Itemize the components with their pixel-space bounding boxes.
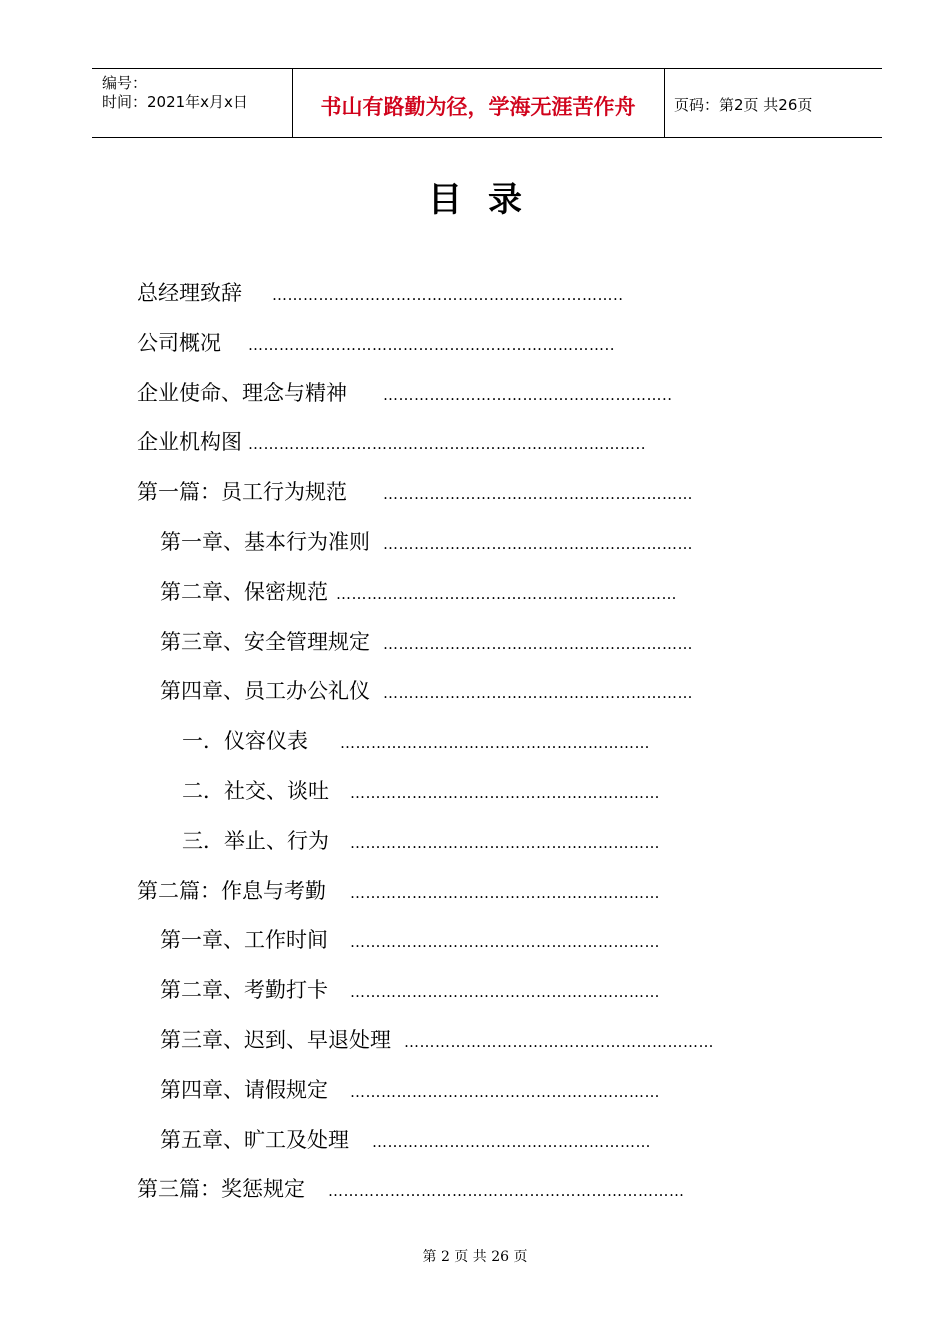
toc-entry[interactable] xyxy=(160,1023,800,1057)
toc-entry[interactable] xyxy=(137,475,800,509)
toc-entry-label: 第二章、考勤打卡 xyxy=(160,978,328,1003)
header-right-cell xyxy=(664,69,882,137)
header-motto-cell xyxy=(292,69,665,137)
toc-entry[interactable] xyxy=(160,973,800,1007)
toc-entry-label: 第一篇：员工行为规范 xyxy=(137,480,347,505)
time-label: 时间：2021年x月x日 xyxy=(102,93,248,111)
toc-dot-leader: …………………………………………………… xyxy=(404,1033,714,1051)
toc-entry[interactable] xyxy=(182,724,800,758)
toc-entry[interactable] xyxy=(160,575,800,609)
toc-entry-label: 第三篇：奖惩规定 xyxy=(137,1177,305,1202)
toc-entry-label: 第一章、基本行为准则 xyxy=(160,530,370,554)
toc-entry[interactable] xyxy=(137,376,800,410)
toc-dot-leader: …………………………………………………… xyxy=(350,883,660,902)
toc-entry-label: 一．仪容仪表 xyxy=(182,729,308,754)
page-number-label: 页码：第2页 共26页 xyxy=(674,96,813,114)
toc-entry-label: 公司概况 xyxy=(137,330,221,355)
toc-entry-label: 二．社交、谈吐 xyxy=(182,779,329,803)
toc-dot-leader: …………………………………………………… xyxy=(383,684,693,703)
toc-entry-label: 三．举止、行为 xyxy=(182,828,329,853)
toc-entry[interactable] xyxy=(160,1073,800,1107)
toc-dot-leader: …………………………………………………… xyxy=(383,485,693,504)
toc-entry-label: 总经理致辞 xyxy=(137,281,242,305)
toc-entry-label: 第三章、安全管理规定 xyxy=(160,629,370,654)
toc-entry-label: 第四章、员工办公礼仪 xyxy=(160,679,370,704)
toc-entry[interactable] xyxy=(137,1172,800,1206)
page-header xyxy=(92,68,882,138)
toc-entry[interactable] xyxy=(160,525,800,559)
toc-entry-label: 企业使命、理念与精神 xyxy=(137,380,347,405)
header-left-cell xyxy=(92,69,293,137)
toc-dot-leader: ………………………………………………………… xyxy=(336,584,677,603)
toc-entry-label: 第四章、请假规定 xyxy=(160,1077,328,1102)
toc-dot-leader: …………………………………………………… xyxy=(350,933,660,952)
toc-dot-leader: …………………………………………………… xyxy=(383,634,693,653)
toc-dot-leader: ……………………………………………….. xyxy=(383,385,673,404)
page-footer: 第 2 页 共 26 页 xyxy=(422,1249,528,1265)
toc-dot-leader: …………………………………………………… xyxy=(383,535,693,553)
toc-entry[interactable] xyxy=(160,923,800,957)
toc-entry-label: 第二篇：作息与考勤 xyxy=(137,878,326,903)
toc-entry-label: 企业机构图 xyxy=(137,430,242,455)
toc-entry[interactable] xyxy=(160,1123,800,1157)
serial-label: 编号： xyxy=(102,74,148,92)
toc-dot-leader: ……………………………………………… xyxy=(372,1132,651,1151)
toc-dot-leader: …………………………………………………… xyxy=(350,784,660,802)
toc-dot-leader: …………………………………………………………….. xyxy=(248,335,616,354)
toc-dot-leader: ………………………………………………………….. xyxy=(272,286,624,304)
toc-entry[interactable] xyxy=(137,276,800,310)
toc-entry[interactable] xyxy=(160,625,800,659)
toc-entry-label: 第三章、迟到、早退处理 xyxy=(160,1028,391,1052)
toc-dot-leader: …………………………………………………… xyxy=(340,734,650,753)
toc-entry[interactable] xyxy=(160,674,800,708)
header-motto: 书山有路勤为径，学海无涯苦作舟 xyxy=(320,95,636,119)
toc-dot-leader: …………………………………………………… xyxy=(350,1082,660,1101)
page-title: 目录 xyxy=(428,180,548,220)
toc-entry-label: 第一章、工作时间 xyxy=(160,928,328,953)
toc-dot-leader: …………………………………………………… xyxy=(350,833,660,852)
toc-dot-leader: ………………………………………………………………….. xyxy=(248,435,647,454)
toc-entry-label: 第五章、旷工及处理 xyxy=(160,1127,349,1152)
toc-entry[interactable] xyxy=(137,326,800,360)
toc-entry[interactable] xyxy=(137,874,800,908)
toc-entry-label: 第二章、保密规范 xyxy=(160,579,328,604)
toc-entry[interactable] xyxy=(137,425,800,459)
toc-entry[interactable] xyxy=(182,774,800,808)
toc-entry[interactable] xyxy=(182,824,800,858)
toc-dot-leader: …………………………………………………… xyxy=(350,983,660,1002)
toc-dot-leader: …………………………………………………………… xyxy=(328,1182,685,1201)
